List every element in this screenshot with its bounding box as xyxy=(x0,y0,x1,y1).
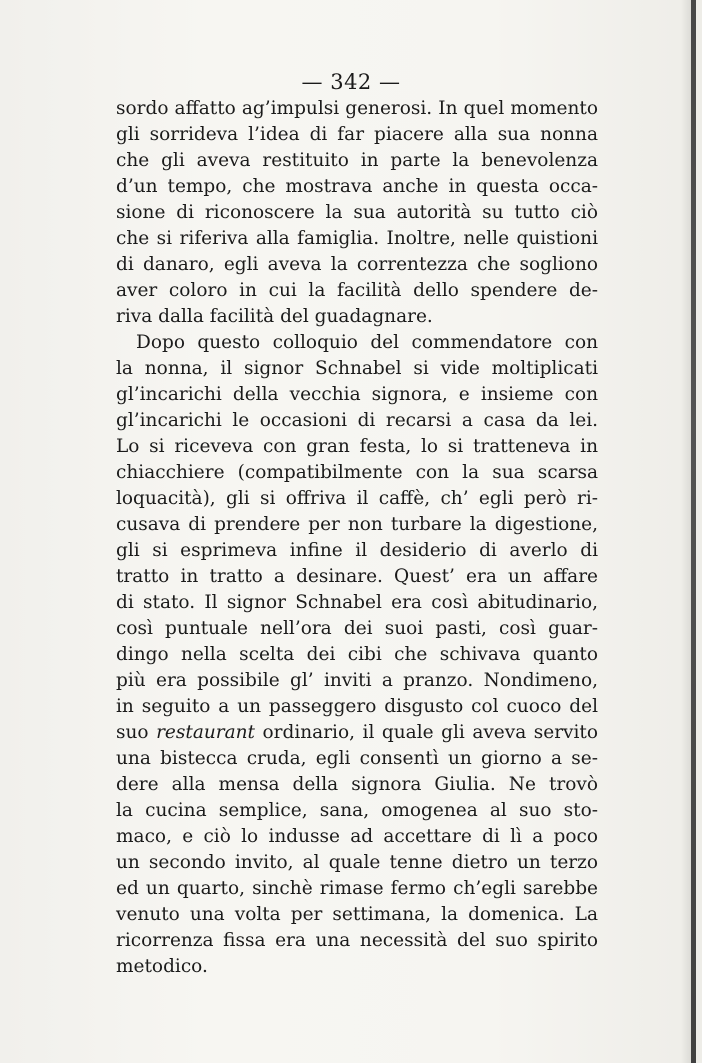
text-line: così puntuale nell’ora dei suoi pasti, così guar- xyxy=(116,618,598,639)
text-line: che si riferiva alla famiglia. Inoltre, nelle quistioni xyxy=(116,228,598,249)
text-line: chiacchiere (compatibilmente con la sua scarsa xyxy=(116,462,598,483)
text-line: di danaro, egli aveva la correntezza che sogliono xyxy=(116,254,598,275)
text-line: aver coloro in cui la facilità dello spendere de- xyxy=(116,280,598,301)
spine-shadow xyxy=(681,0,691,1063)
text-line: sione di riconoscere la sua autorità su tutto ciò xyxy=(116,202,598,223)
text-line: la nonna, il signor Schnabel si vide moltiplicati xyxy=(116,358,598,379)
text-line: una bistecca cruda, egli consentì un giorno a se- xyxy=(116,748,598,769)
text-line: un secondo invito, al quale tenne dietro un terzo xyxy=(116,852,598,873)
book-spine-edge xyxy=(691,0,696,1063)
text-line: tratto in tratto a desinare. Quest’ era un affare xyxy=(116,566,598,587)
text-line: che gli aveva restituito in parte la benevolenza xyxy=(116,150,598,171)
text-line: cusava di prendere per non turbare la digestione, xyxy=(116,514,598,535)
text-line: in seguito a un passeggero disgusto col cuoco del xyxy=(116,696,598,717)
text-fragment: ordinario, il quale gli aveva servito xyxy=(262,722,598,743)
text-line: gl’incarichi le occasioni di recarsi a casa da lei. xyxy=(116,410,598,431)
text-line: sordo affatto ag’impulsi generosi. In quel momento xyxy=(116,98,598,119)
text-line: ed un quarto, sinchè rimase fermo ch’egli sarebbe xyxy=(116,878,598,899)
text-line: venuto una volta per settimana, la domenica. La xyxy=(116,904,598,925)
text-line: loquacità), gli si offriva il caffè, ch’ egli però ri- xyxy=(116,488,598,509)
text-line: maco, e ciò lo indusse ad accettare di lì a poco xyxy=(116,826,598,847)
text-line: dere alla mensa della signora Giulia. Ne trovò xyxy=(116,774,598,795)
text-line-with-italic xyxy=(116,720,598,746)
text-line: di stato. Il signor Schnabel era così abitudinario, xyxy=(116,592,598,613)
text-fragment: suo xyxy=(116,722,149,743)
text-line: gli si esprimeva infine il desiderio di averlo di xyxy=(116,540,598,561)
text-line: gl’incarichi della vecchia signora, e insieme con xyxy=(116,384,598,405)
page-number: — 342 — xyxy=(301,70,401,94)
text-line: riva dalla facilità del guadagnare. xyxy=(116,306,433,327)
text-line: gli sorrideva l’idea di far piacere alla sua nonna xyxy=(116,124,598,145)
text-line: Lo si riceveva con gran festa, lo si tratteneva in xyxy=(116,436,598,457)
text-line: d’un tempo, che mostrava anche in questa occa- xyxy=(116,176,598,197)
text-line: metodico. xyxy=(116,956,208,977)
text-line: dingo nella scelta dei cibi che schivava quanto xyxy=(116,644,598,665)
text-line: ricorrenza fissa era una necessità del suo spirito xyxy=(116,930,598,951)
text-line: Dopo questo colloquio del commendatore con xyxy=(136,332,598,353)
body-text xyxy=(116,96,598,980)
text-line: più era possibile gl’ inviti a pranzo. Nondimeno, xyxy=(116,670,598,691)
text-line: la cucina semplice, sana, omogenea al suo sto- xyxy=(116,800,598,821)
italic-word: restaurant xyxy=(156,722,255,743)
